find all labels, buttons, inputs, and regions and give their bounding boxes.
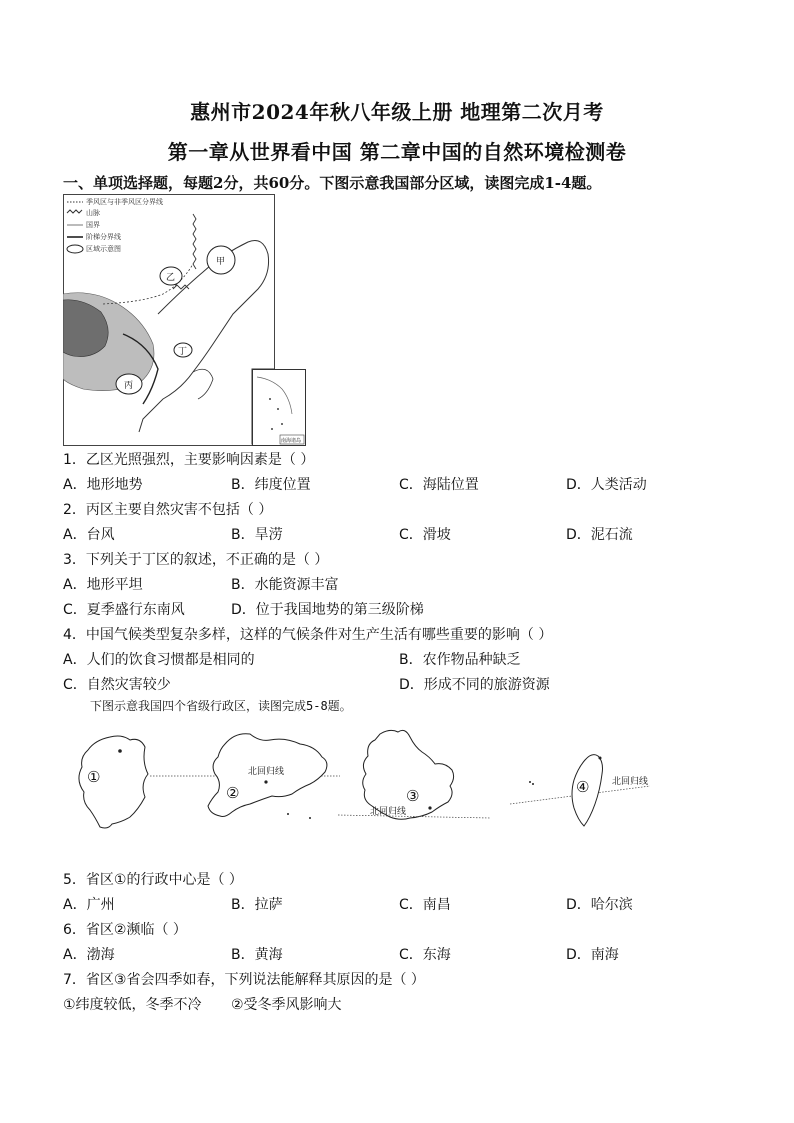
figure2-intro: 下图示意我国四个省级行政区，读图完成5-8题。 — [90, 699, 352, 713]
region-label-jia: 甲 — [216, 257, 226, 267]
question-5-stem: 5．省区①的行政中心是（ ） — [63, 872, 243, 888]
question-7-stem: 7．省区③省会四季如春，下列说法能解释其原因的是（ ） — [63, 972, 425, 988]
four-provinces-map — [60, 722, 660, 842]
exam-subtitle: 第一章从世界看中国 第二章中国的自然环境检测卷 — [167, 140, 627, 164]
q3-option-a[interactable]: A．地形平坦 — [63, 577, 143, 593]
q6-option-a[interactable]: A．渤海 — [63, 947, 115, 963]
q2-option-c[interactable]: C．滑坡 — [399, 527, 451, 543]
q3-option-c[interactable]: C．夏季盛行东南风 — [63, 602, 185, 618]
china-region-map — [63, 194, 275, 446]
legend-terrace-boundary: 阶梯分界线 — [86, 233, 121, 241]
q6-option-d[interactable]: D．南海 — [566, 947, 619, 963]
tropic-label-2: 北回归线 — [248, 767, 285, 777]
legend-region: 区域示意图 — [86, 245, 121, 253]
q1-option-a[interactable]: A．地形地势 — [63, 477, 143, 493]
inset-map — [252, 369, 306, 446]
region-label-bing: 丙 — [124, 381, 134, 391]
province-3-shape — [363, 730, 454, 819]
legend-border: 国界 — [86, 221, 100, 229]
q4-option-d[interactable]: D．形成不同的旅游资源 — [399, 677, 550, 693]
q1-option-d[interactable]: D．人类活动 — [566, 477, 647, 493]
q4-option-c[interactable]: C．自然灾害较少 — [63, 677, 171, 693]
question-2-stem: 2．丙区主要自然灾害不包括（ ） — [63, 502, 273, 518]
question-1-stem: 1．乙区光照强烈，主要影响因素是（ ） — [63, 452, 315, 468]
q3-option-d[interactable]: D．位于我国地势的第三级阶梯 — [231, 602, 424, 618]
region-label-yi: 乙 — [166, 273, 176, 283]
q1-option-b[interactable]: B．纬度位置 — [231, 477, 311, 493]
province-label-1: ① — [87, 768, 101, 786]
q2-option-b[interactable]: B．旱涝 — [231, 527, 283, 543]
province-label-4: ④ — [576, 778, 590, 796]
section-heading: 一、单项选择题，每题2分，共60分。下图示意我国部分区域，读图完成1-4题。 — [63, 174, 602, 192]
q1-option-c[interactable]: C．海陆位置 — [399, 477, 479, 493]
q2-option-a[interactable]: A．台风 — [63, 527, 115, 543]
q4-option-a[interactable]: A．人们的饮食习惯都是相同的 — [63, 652, 255, 668]
q5-option-a[interactable]: A．广州 — [63, 897, 115, 913]
q6-option-b[interactable]: B．黄海 — [231, 947, 283, 963]
inset-label: 南海诸岛 — [281, 438, 302, 444]
question-4-stem: 4．中国气候类型复杂多样，这样的气候条件对生产生活有哪些重要的影响（ ） — [63, 627, 553, 643]
q6-option-c[interactable]: C．东海 — [399, 947, 451, 963]
legend-mountain: 山脉 — [86, 209, 100, 217]
q5-option-d[interactable]: D．哈尔滨 — [566, 897, 633, 913]
q7-statement-2: ②受冬季风影响大 — [231, 997, 342, 1013]
province-label-3: ③ — [406, 787, 420, 805]
q5-option-b[interactable]: B．拉萨 — [231, 897, 283, 913]
tropic-label-3: 北回归线 — [370, 807, 407, 817]
q3-option-b[interactable]: B．水能资源丰富 — [231, 577, 339, 593]
q4-option-b[interactable]: B．农作物品种缺乏 — [399, 652, 521, 668]
q7-statement-1: ①纬度较低，冬季不冷 — [63, 997, 202, 1013]
province-label-2: ② — [226, 784, 240, 802]
exam-title: 惠州市2024年秋八年级上册 地理第二次月考 — [190, 100, 604, 124]
tropic-label-4: 北回归线 — [612, 777, 649, 787]
region-label-ding: 丁 — [178, 347, 188, 357]
legend-monsoon-boundary: 季风区与非季风区分界线 — [86, 198, 163, 206]
question-6-stem: 6．省区②濒临（ ） — [63, 922, 187, 938]
q2-option-d[interactable]: D．泥石流 — [566, 527, 633, 543]
q5-option-c[interactable]: C．南昌 — [399, 897, 451, 913]
question-3-stem: 3．下列关于丁区的叙述，不正确的是（ ） — [63, 552, 329, 568]
